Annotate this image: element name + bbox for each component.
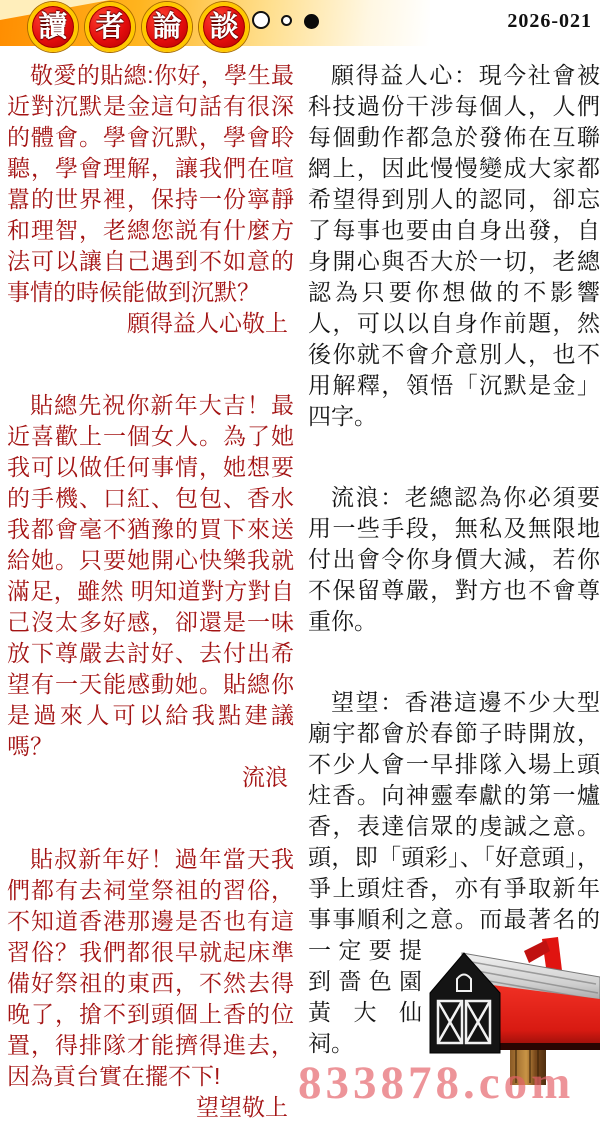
dot-row: [252, 11, 332, 33]
reply-body-text: 最著名的一定要提到嗇色園黃大仙祠。: [308, 906, 601, 1056]
reader-letter: [7, 390, 294, 793]
content-columns: [0, 56, 605, 1132]
editor-reply: [308, 687, 600, 1059]
logo-badge-icon: 談: [199, 2, 249, 52]
barn-mailbox-icon: [426, 937, 600, 1085]
reply-body: [308, 687, 600, 1059]
reader-letter: [7, 60, 294, 339]
issue-number: 2026-021: [507, 10, 592, 32]
letter-body: 貼叔新年好！過年當天我們都有去祠堂祭祖的習俗，不知道香港那邊是否也有這習俗？我們都很早就起床準備好祭祖的東西，不然去得晚了，搶不到頭個上香的位置，得排隊才能擠得進去，因為貢台實在擺不下!: [7, 846, 294, 1089]
small-outline-circle-icon: [281, 15, 292, 26]
logo-badge-icon: 者: [85, 2, 135, 52]
letter-signature: 望望敬上: [196, 1094, 288, 1120]
logo-badge-icon: 讀: [28, 2, 78, 52]
watermark-url: 833878.com: [298, 1057, 575, 1109]
reply-body-text: 望望：香港這邊不少大型廟宇都會於春節子時開放，不少人會一早排隊入場上頭炷香。向神靈奉獻的第一爐香，表達信眾的虔誠之意。頭，即「頭彩」、「好意頭」，爭上頭炷香，亦有爭取新年事事順利之意。而: [308, 689, 600, 932]
filled-circle-icon: [304, 14, 319, 29]
large-outline-circle-icon: [252, 11, 270, 29]
letter-signature: 流浪: [242, 764, 288, 790]
masthead: [0, 0, 605, 56]
editor-reply: [308, 482, 600, 637]
editor-reply: [308, 60, 600, 432]
logo: [28, 2, 249, 52]
letter-signature: 願得益人心敬上: [127, 310, 288, 336]
letter-body: 貼總先祝你新年大吉！最近喜歡上一個女人。為了她我可以做任何事情，她想要的手機、口紅、包包、香水我都會毫不猶豫的買下來送給她。只要她開心快樂我就滿足，雖然 明知道對方對自己沒太多好感，卻還是一味放下尊嚴去討好、去付出希望有一天能感動她。貼總你是過來人可以給我點建議嗎？: [7, 392, 294, 759]
letter-body: 敬愛的貼總:你好，學生最近對沉默是金這句話有很深的體會。學會沉默，學會聆聽，學會理解，讓我們在喧囂的世界裡，保持一份寧靜和理智，老總您説有什麼方法可以讓自己遇到不如意的事情的時候能做到沉默？: [7, 62, 294, 305]
letters-column: [0, 56, 298, 1132]
reply-body: 流浪：老總認為你必須要用一些手段，無私及無限地付出會令你身價大減，若你不保留尊嚴，對方也不會尊重你。: [308, 484, 600, 634]
reply-body: 願得益人心：現今社會被科技過份干涉每個人，人們每個動作都急於發佈在互聯網上，因此慢慢變成大家都希望得到別人的認同，卻忘了每事也要由自身出發，自身開心與否大於一切，老總認為只要你想做的不影響人，可以以自身作前題，然後你就不會介意別人，也不用解釋，領悟「沉默是金」四字。: [308, 62, 600, 429]
replies-column: [298, 56, 605, 1132]
logo-badge-icon: 論: [142, 2, 192, 52]
reader-letter: [7, 844, 294, 1123]
